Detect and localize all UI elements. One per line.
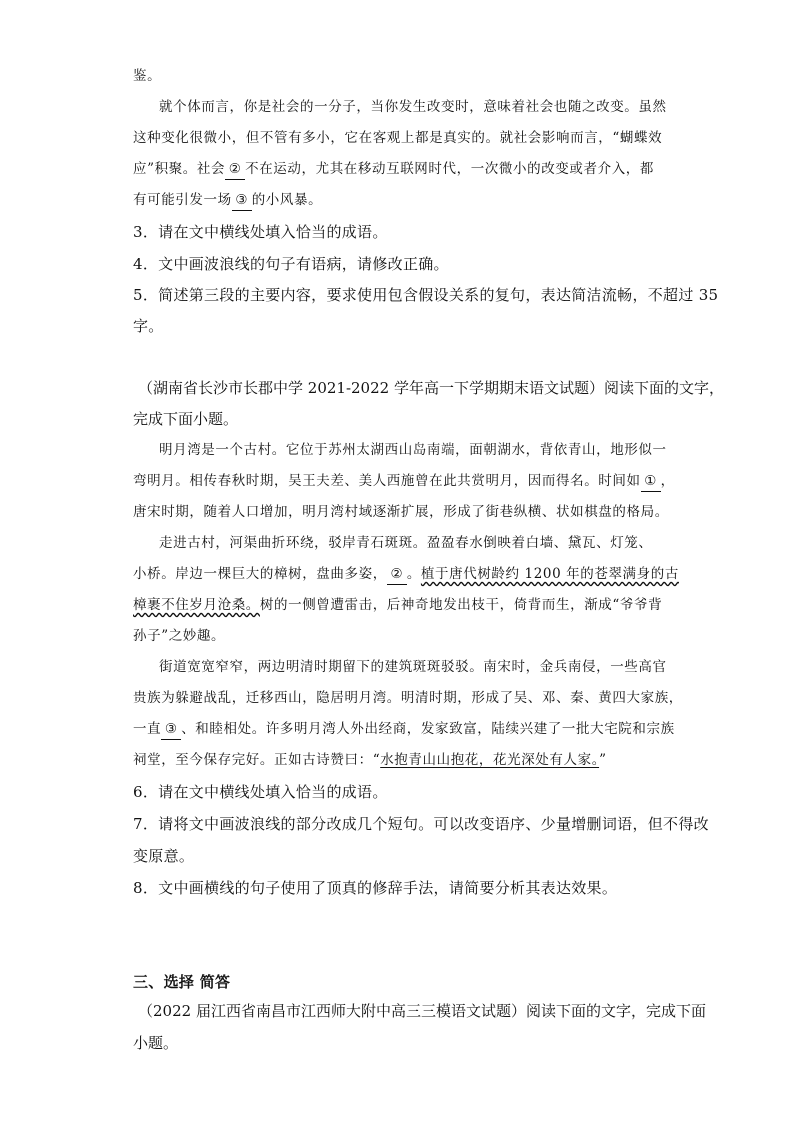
paragraph-line: [133, 159, 654, 180]
question-6: [133, 782, 388, 802]
text: 变原意。: [133, 847, 195, 865]
question-5-cont: [133, 316, 164, 336]
text: 就个体而言，你是社会的一分子，当你发生改变时，意味着社会也随之改变。虽然: [159, 99, 667, 115]
text: （湖南省长沙市长郡中学 2021-2022 学年高一下学期期末语文试题）阅读下面的文字，: [138, 379, 724, 397]
question-3: [133, 222, 388, 242]
text: 鉴。: [133, 68, 162, 84]
text: 8．文中画横线的句子使用了顶真的修辞手法，请简要分析其表达效果。: [133, 879, 618, 897]
source-line: [138, 1001, 706, 1021]
text: 小题。: [133, 1034, 179, 1052]
wavy-underlined-text: 植于唐代树龄约 1200 年的苍翠满身的古: [420, 566, 679, 582]
text: 树的一侧曾遭雷击，后神奇地发出枝干，倚背而生，渐成“爷爷背: [259, 597, 663, 613]
underlined-poem: 水抱青山山抱花，花光深处有人家。: [380, 752, 600, 768]
paragraph-line: [133, 564, 679, 585]
fill-blank-2: ②: [225, 159, 245, 180]
text: 三、选择 简答: [133, 973, 231, 991]
text: 应”积聚。社会: [133, 161, 226, 177]
text: 完成下面小题。: [133, 410, 239, 428]
text: 不在运动，尤其在移动互联网时代，一次微小的改变或者介入，都: [245, 161, 655, 177]
text: 弯明月。相传春秋时期，吴王夫差、美人西施曾在此共赏明月，因而得名。时间如: [133, 473, 641, 489]
text: 唐宋时期，随着人口增加，明月湾村域逐渐扩展，形成了街巷纵横、状如棋盘的格局。: [133, 504, 669, 520]
paragraph-line: [133, 688, 683, 708]
question-7: [133, 814, 709, 834]
paragraph-line: [159, 533, 653, 553]
text: 小桥。岸边一棵巨大的樟树，盘曲多姿，: [133, 566, 387, 582]
source-line: [133, 1033, 178, 1053]
text: 字。: [133, 317, 164, 335]
paragraph-line: [133, 471, 675, 492]
paragraph-line: [159, 440, 667, 460]
paragraph-line: [133, 719, 675, 740]
text: 街道宽宽窄窄，两边明清时期留下的建筑斑斑驳驳。南宋时，金兵南侵，一些高官: [159, 659, 667, 675]
text: 4．文中画波浪线的句子有语病，请修改正确。: [133, 255, 449, 273]
fill-blank-3: ③: [232, 190, 252, 211]
paragraph-line: [133, 128, 662, 148]
paragraph-line: [133, 750, 607, 770]
text: 6．请在文中横线处填入恰当的成语。: [133, 783, 388, 801]
text: 贵族为躲避战乱，迁移西山，隐居明月湾。明清时期，形成了吴、邓、秦、黄四大家族，: [133, 690, 683, 706]
question-8: [133, 878, 617, 898]
fill-blank-2: ②: [387, 564, 407, 585]
text: 祠堂，至今保存完好。正如古诗赞曰：“: [133, 752, 381, 768]
paragraph-line: [159, 97, 667, 117]
source-line: [138, 378, 724, 398]
paragraph-line: [133, 626, 225, 646]
text: ，: [660, 473, 675, 489]
text: （2022 届江西省南昌市江西师大附中高三三模语文试题）阅读下面的文字，完成下面: [138, 1002, 706, 1020]
text: 有可能引发一场: [133, 192, 232, 208]
text: 走进古村，河渠曲折环绕，驳岸青石斑斑。盈盈春水倒映着白墙、黛瓦、灯笼、: [159, 535, 653, 551]
paragraph-line: [133, 190, 322, 211]
source-line: [133, 409, 238, 429]
question-5: [133, 285, 718, 305]
fill-blank-3: ③: [161, 719, 181, 740]
text: 3．请在文中横线处填入恰当的成语。: [133, 223, 388, 241]
paragraph-line: [159, 657, 667, 677]
paragraph-line: [133, 66, 161, 86]
paragraph-line: [133, 595, 662, 615]
question-7-cont: [133, 846, 194, 866]
text: 的小风暴。: [251, 192, 323, 208]
fill-blank-1: ①: [641, 471, 661, 492]
question-4: [133, 254, 449, 274]
text: ”: [599, 752, 607, 768]
wavy-underlined-text: 樟裹不住岁月沧桑。: [133, 597, 260, 613]
text: 一直: [133, 721, 162, 737]
text: 这种变化很微小，但不管有多小，它在客观上都是真实的。就社会影响而言，“蝴蝶效: [133, 130, 663, 146]
text: 7．请将文中画波浪线的部分改成几个短句。可以改变语序、少量增删词语，但不得改: [133, 815, 709, 833]
text: 。: [406, 566, 421, 582]
text: 5．简述第三段的主要内容，要求使用包含假设关系的复句，表达简洁流畅，不超过 35: [133, 286, 719, 304]
text: 明月湾是一个古村。它位于苏州太湖西山岛南端，面朝湖水，背依青山，地形似一: [159, 442, 667, 458]
text: 、和睦相处。许多明月湾人外出经商，发家致富，陆续兴建了一批大宅院和宗族: [181, 721, 675, 737]
paragraph-line: [133, 502, 669, 522]
text: 孙子”之妙趣。: [133, 628, 226, 644]
section-heading: [133, 972, 230, 992]
